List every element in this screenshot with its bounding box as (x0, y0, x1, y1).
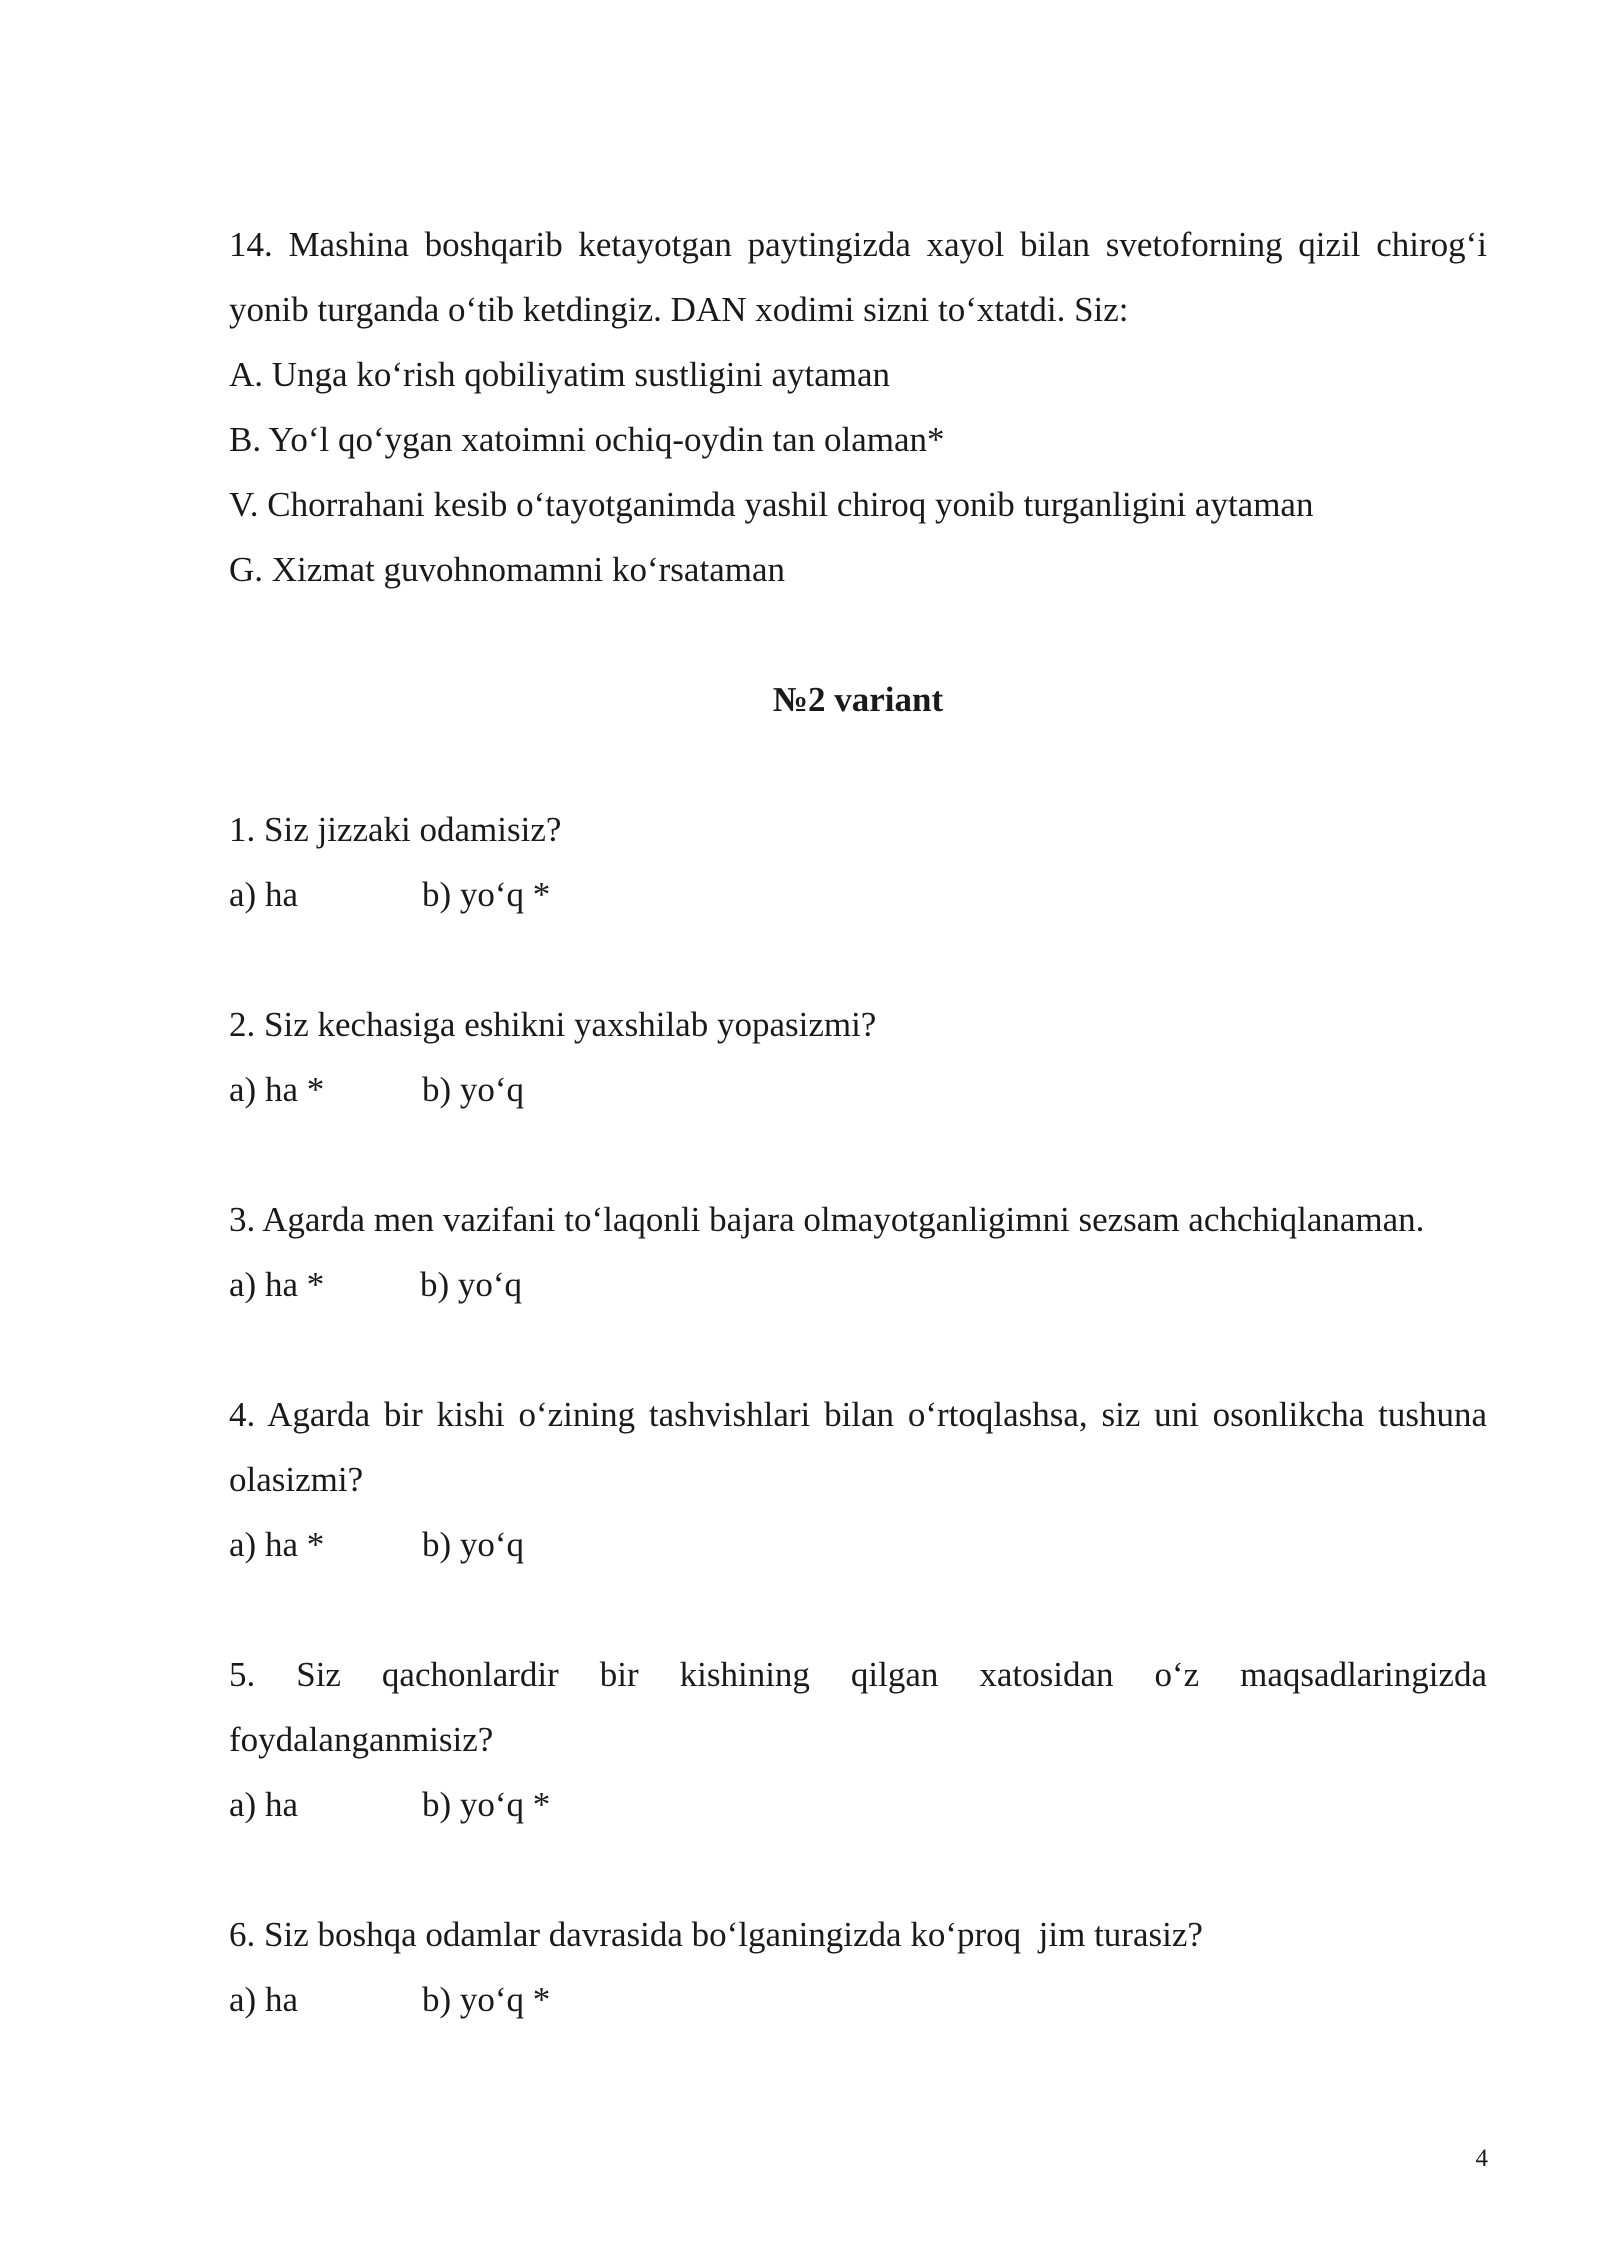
question-14-option-v: V. Chorrahani kesib o‘tayotganimda yashil chiroq yonib turganligini aytaman (229, 485, 1314, 524)
question-14-option-b: B. Yo‘l qo‘ygan xatoimni ochiq-oydin tan olaman* (229, 420, 945, 459)
answer-a: a) ha (229, 1785, 298, 1824)
answer-row (229, 1512, 1487, 1577)
question-block (229, 992, 1487, 1122)
question-text: 2. Siz kechasiga eshikni yaxshilab yopasizmi? (229, 1005, 877, 1044)
answer-b: b) yo‘q (422, 1525, 525, 1564)
answer-b: b) yo‘q * (422, 1785, 551, 1824)
question-text: 1. Siz jizzaki odamisiz? (229, 810, 562, 849)
answer-row (229, 1967, 1487, 2032)
answer-a: a) ha * (229, 1070, 325, 1109)
answer-row (229, 1057, 1487, 1122)
variant-heading: №2 variant (772, 680, 944, 719)
answer-b: b) yo‘q * (422, 875, 551, 914)
question-text: 5. Siz qachonlardir bir kishining qilgan xatosidan o‘z maqsadlaringizda foydalanganmisiz? (229, 1655, 1487, 1759)
answer-a: a) ha (229, 875, 298, 914)
answer-b: b) yo‘q (422, 1070, 525, 1109)
question-block (229, 1187, 1487, 1317)
question-14-text: 14. Mashina boshqarib ketayotgan paytingizda xayol bilan svetoforning qizil chirog‘i yonib turganda o‘tib ketdingiz. DAN xodimi sizni to‘xtatdi. Siz: (229, 225, 1487, 329)
answer-b: b) yo‘q * (422, 1980, 551, 2019)
question-block (229, 1902, 1487, 2032)
question-block (229, 797, 1487, 927)
document-page (229, 212, 1487, 2032)
answer-row (229, 1252, 1487, 1317)
question-text: 3. Agarda men vazifani to‘laqonli bajara olmayotganligimni sezsam achchiqlanaman. (229, 1200, 1425, 1239)
answer-a: a) ha (229, 1980, 298, 2019)
question-text: 6. Siz boshqa odamlar davrasida bo‘lganingizda ko‘proq jim turasiz? (229, 1915, 1203, 1954)
answer-row (229, 1772, 1487, 1837)
question-14-option-a: A. Unga ko‘rish qobiliyatim sustligini aytaman (229, 355, 891, 394)
answer-a: a) ha * (229, 1265, 325, 1304)
question-text: 4. Agarda bir kishi o‘zining tashvishlari bilan o‘rtoqlashsa, siz uni osonlikcha tushuna olasizmi? (229, 1395, 1487, 1499)
question-block (229, 1642, 1487, 1837)
question-block (229, 1382, 1487, 1577)
answer-b: b) yo‘q (420, 1265, 523, 1304)
page-number: 4 (1475, 2145, 1488, 2172)
question-14-option-g: G. Xizmat guvohnomamni ko‘rsataman (229, 550, 785, 589)
answer-a: a) ha * (229, 1525, 325, 1564)
answer-row (229, 862, 1487, 927)
